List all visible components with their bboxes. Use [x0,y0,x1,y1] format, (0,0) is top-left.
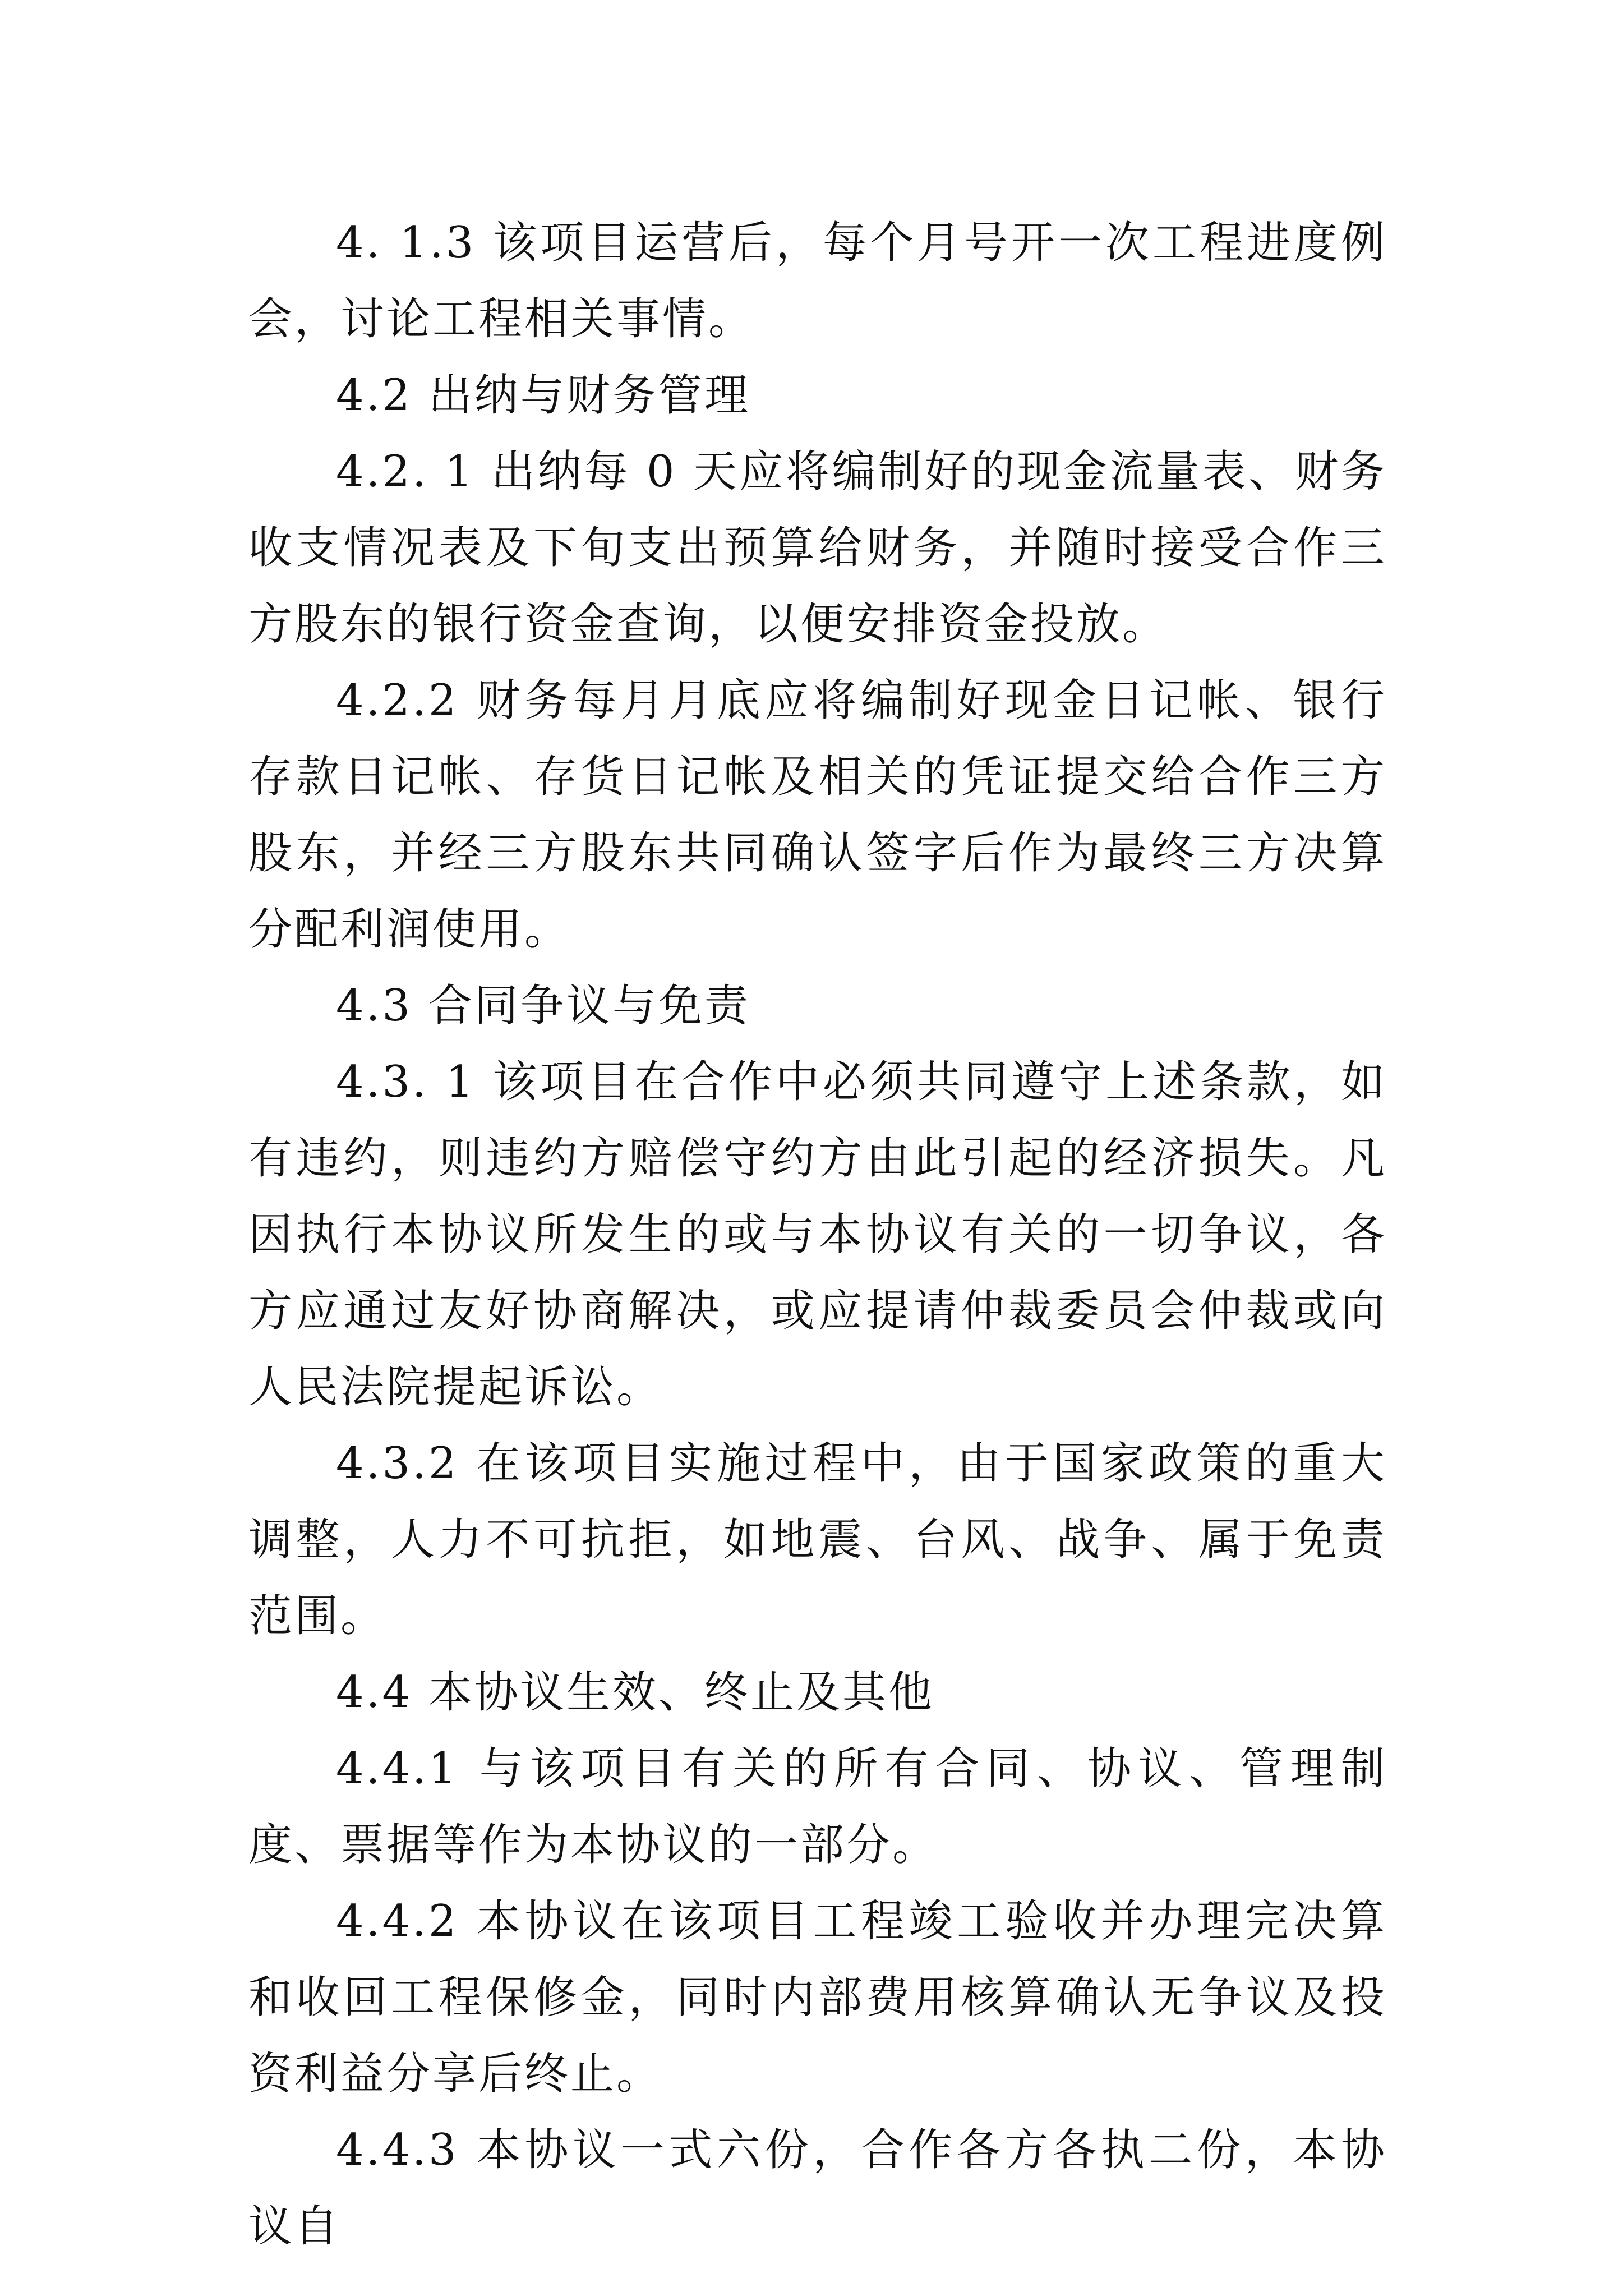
paragraph-4-4-2: 4.4.2 本协议在该项目工程竣工验收并办理完决算和收回工程保修金，同时内部费用核算确认无争议及投资利益分享后终止。 [248,1896,1387,2099]
section-heading-4-2: 4.2 出纳与财务管理 [336,370,750,421]
paragraph-4-3-1: 4.3. 1 该项目在合作中必须共同遵守上述条款，如有违约，则违约方赔偿守约方由此引起的经济损失。凡因执行本协议所发生的或与本协议有关的一切争议，各方应通过友好协商解决，或应提请仲裁委员会仲裁或向人民法院提起诉讼。 [248,1057,1387,1412]
section-heading-4-4: 4.4 本协议生效、终止及其他 [336,1667,934,1718]
paragraph-4-4-1: 4.4.1 与该项目有关的所有合同、协议、管理制度、票据等作为本协议的一部分。 [248,1743,1387,1870]
paragraph-4-4-3: 4.4.3 本协议一式六份，合作各方各执二份，本协议自 [248,2125,1387,2252]
paragraph-4-2-2: 4.2.2 财务每月月底应将编制好现金日记帐、银行存款日记帐、存货日记帐及相关的凭证提交给合作三方股东，并经三方股东共同确认签字后作为最终三方决算分配利润使用。 [248,675,1387,955]
paragraph-4-3-2: 4.3.2 在该项目实施过程中，由于国家政策的重大调整，人力不可抗拒，如地震、台风、战争、属于免责范围。 [248,1438,1387,1641]
section-heading-4-3: 4.3 合同争议与免责 [336,981,750,1031]
paragraph-4-2-1: 4.2. 1 出纳每 0 天应将编制好的现金流量表、财务收支情况表及下旬支出预算给财务，并随时接受合作三方股东的银行资金查询，以便安排资金投放。 [248,447,1387,650]
paragraph-4-1-3: 4. 1.3 该项目运营后，每个月号开一次工程进度例会，讨论工程相关事情。 [248,218,1387,344]
document-body [248,205,1387,2265]
